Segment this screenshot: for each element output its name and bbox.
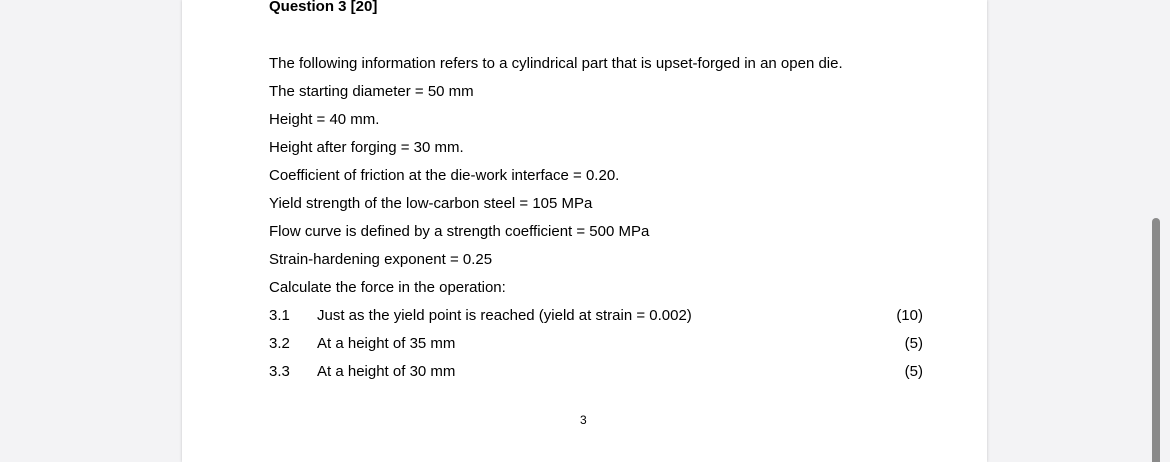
subquestion-number: 3.2	[269, 335, 290, 352]
question-heading: Question 3 [20]	[269, 0, 378, 15]
friction-coefficient-line: Coefficient of friction at the die-work interface = 0.20.	[269, 167, 620, 184]
intro-line: The following information refers to a cylindrical part that is upset-forged in an open die.	[269, 55, 843, 72]
page-number: 3	[580, 413, 587, 427]
subquestion-number: 3.3	[269, 363, 290, 380]
subquestion-marks: (5)	[904, 335, 923, 352]
subquestion-text: At a height of 30 mm	[317, 363, 456, 380]
starting-diameter-line: The starting diameter = 50 mm	[269, 83, 474, 100]
subquestion-number: 3.1	[269, 307, 290, 324]
yield-strength-line: Yield strength of the low-carbon steel = 105 MPa	[269, 195, 593, 212]
document-page	[182, 0, 987, 462]
subquestion-text: At a height of 35 mm	[317, 335, 456, 352]
vertical-scrollbar-thumb[interactable]	[1152, 218, 1160, 462]
height-line: Height = 40 mm.	[269, 111, 380, 128]
strength-coefficient-line: Flow curve is defined by a strength coefficient = 500 MPa	[269, 223, 650, 240]
strain-hardening-line: Strain-hardening exponent = 0.25	[269, 251, 493, 268]
subquestion-text: Just as the yield point is reached (yield at strain = 0.002)	[317, 307, 692, 324]
height-after-forging-line: Height after forging = 30 mm.	[269, 139, 464, 156]
subquestion-marks: (10)	[896, 307, 923, 324]
calculate-instruction-line: Calculate the force in the operation:	[269, 279, 506, 296]
subquestion-marks: (5)	[904, 363, 923, 380]
